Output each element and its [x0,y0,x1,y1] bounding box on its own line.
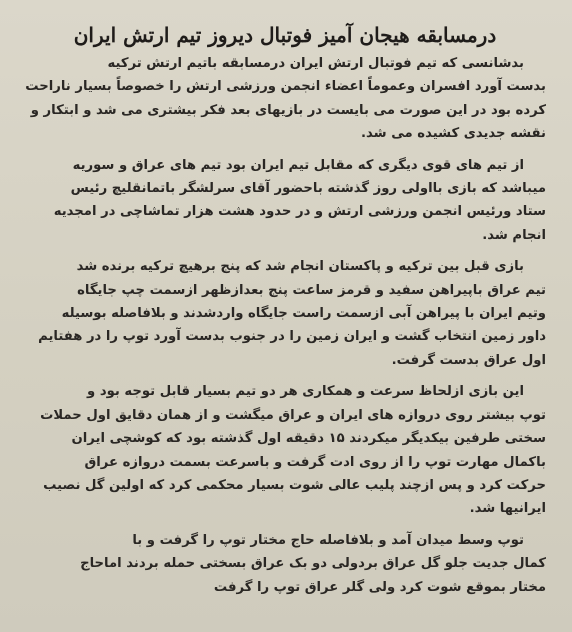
text-line: سختی طرفین بیکدیگر میکردند ۱۵ دقیقه اول گذشته بود که کوشچی ایران [71,431,546,447]
text-line: مختار بموقع شوت کرد ولی گلر عراق توپ را گرفت [213,579,546,595]
text-line: از تیم های قوی دیگری که مقابل تیم ایران بود تیم های عراق و سوریه [72,157,524,173]
text-line: باکمال مهارت توپ را از روی ادت گرفت و باسرعت بسمت دروازه عراق [84,454,546,470]
text-line: ستاد ورئیس انجمن ورزشی ارتش و در حدود هشت هزار تماشاچی در امجدیه [53,204,546,220]
headline: درمسابقه هیجان آمیز فوتبال دیروز تیم ارتش ایران [73,23,497,47]
text-line: نقشه جدیدی کشیده می شد. [361,126,546,142]
text-line: حرکت کرد و پس ازچند پلیب عالی شوت بسیار محکمی کرد که اولین گل نصیب [43,477,546,493]
text-line: کرده بود در این صورت می بایست در بازیهای بعد فکر بیشتری می شد و ابتکار و [30,102,546,118]
paragraph-4 [24,380,546,520]
text-line: داور زمین انتخاب گشت و ایران زمین را در جنوب بدست آورد توپ را در هفتایم [38,329,546,345]
text-line: بدست آورد افسران وعموماً اعضاء انجمن ورزشی ارتش را خصوصاً بسیار ناراحت [25,79,546,95]
text-line: انجام شد. [482,227,546,243]
text-line: توپ وسط میدان آمد و بلافاصله حاج مختار توپ را گرفت و با [132,532,524,548]
text-line: کمال جدیت جلو گل عراق بردولی دو بک عراق بسختی حمله بردند اماحاج [80,556,546,572]
text-line: بدشانسی که تیم فوتبال ارتش ایران درمسابقه باتیم ارتش ترکیه [107,56,524,71]
paragraph-1 [24,52,546,146]
text-line: تیم عراق باپیراهن سفید و قرمز ساعت پنج بعدازظهر ازسمت چپ جایگاه [77,282,546,298]
text-line: اول عراق بدست گرفت. [391,352,546,368]
text-line: میباشد که بازی بااولی روز گذشته باحضور آقای سرلشگر باتمانقلیچ رئیس [70,181,546,197]
text-line: وتیم ایران با پیراهن آبی ازسمت راست جایگاه واردشدند و بلافاصله بوسیله [61,306,546,322]
paragraph-2 [24,154,546,248]
paragraph-5 [24,529,546,599]
text-line: بازی قبل بین ترکیه و پاکستان انجام شد که پنج برهیچ ترکیه برنده شد [76,259,524,275]
paragraph-3 [24,255,546,372]
text-line: توپ بیشتر روی دروازه های ایران و عراق میگشت و از همان دقایق اول حملات [40,407,546,423]
text-line: این بازی ازلحاظ سرعت و همکاری هر دو تیم بسیار قابل توجه بود و [87,384,524,400]
text-line: ایرانیها شد. [469,501,546,517]
